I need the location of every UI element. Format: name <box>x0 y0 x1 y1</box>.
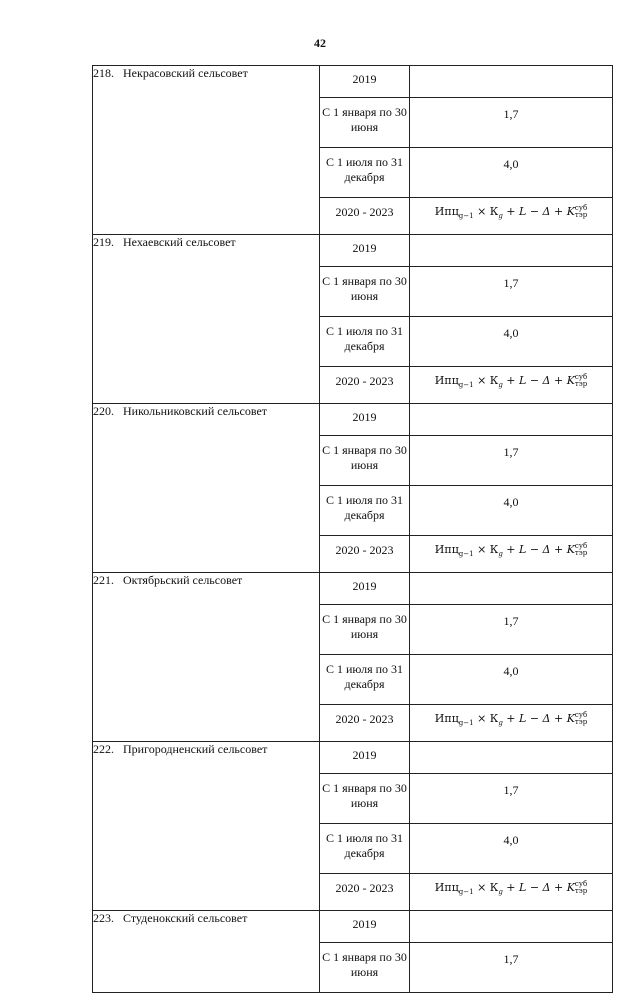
index-value: 4,0 <box>410 655 613 705</box>
year-cell: 2019 <box>320 235 410 267</box>
municipality-name: Студенокский сельсовет <box>123 911 248 925</box>
year-cell: 2019 <box>320 404 410 436</box>
formula: $Ипц_{g-1} \times К_g + L - \Delta + K$ суб тэр <box>434 373 588 390</box>
index-value: 1,7 <box>410 943 613 993</box>
year-cell: 2019 <box>320 66 410 98</box>
index-value: 1,7 <box>410 774 613 824</box>
index-value: 1,7 <box>410 98 613 148</box>
table-row <box>93 911 613 943</box>
index-value: 4,0 <box>410 824 613 874</box>
range-cell: 2020 - 2023 <box>320 874 410 911</box>
municipality-name: Некрасовский сельсовет <box>123 66 248 80</box>
page-number: 42 <box>314 36 326 50</box>
year-cell: 2019 <box>320 742 410 774</box>
index-value: 1,7 <box>410 605 613 655</box>
formula: $Ипц_{g-1} \times К_g + L - \Delta + K$ суб тэр <box>434 880 588 897</box>
municipality-cell <box>93 404 320 573</box>
row-number: 223. <box>93 911 114 925</box>
period-cell: С 1 июля по 31 декабря <box>320 317 410 367</box>
period-cell: С 1 июля по 31 декабря <box>320 148 410 198</box>
period-cell: С 1 января по 30 июня <box>320 98 410 148</box>
formula: $Ипц_{g-1} \times К_g + L - \Delta + K$ суб тэр <box>434 204 588 221</box>
tariff-table <box>92 65 613 993</box>
year-cell: 2019 <box>320 911 410 943</box>
row-number: 218. <box>93 66 114 80</box>
municipality-cell <box>93 911 320 993</box>
table-row <box>93 573 613 605</box>
range-cell: 2020 - 2023 <box>320 367 410 404</box>
table-row <box>93 66 613 98</box>
municipality-name: Пригородненский сельсовет <box>123 742 268 756</box>
index-value: 1,7 <box>410 267 613 317</box>
municipality-cell <box>93 66 320 235</box>
formula-cell <box>410 198 613 235</box>
period-cell: С 1 июля по 31 декабря <box>320 486 410 536</box>
empty-value-cell <box>410 742 613 774</box>
table-row <box>93 742 613 774</box>
empty-value-cell <box>410 911 613 943</box>
empty-value-cell <box>410 235 613 267</box>
municipality-name: Нехаевский сельсовет <box>123 235 236 249</box>
table-row <box>93 404 613 436</box>
formula-cell <box>410 705 613 742</box>
period-cell: С 1 июля по 31 декабря <box>320 824 410 874</box>
range-cell: 2020 - 2023 <box>320 536 410 573</box>
range-cell: 2020 - 2023 <box>320 705 410 742</box>
formula-cell <box>410 536 613 573</box>
period-cell: С 1 января по 30 июня <box>320 267 410 317</box>
period-cell: С 1 января по 30 июня <box>320 943 410 993</box>
period-cell: С 1 января по 30 июня <box>320 605 410 655</box>
row-number: 222. <box>93 742 114 756</box>
row-number: 221. <box>93 573 114 587</box>
formula: $Ипц_{g-1} \times К_g + L - \Delta + K$ суб тэр <box>434 542 588 559</box>
period-cell: С 1 января по 30 июня <box>320 436 410 486</box>
empty-value-cell <box>410 573 613 605</box>
formula: $Ипц_{g-1} \times К_g + L - \Delta + K$ суб тэр <box>434 711 588 728</box>
row-number: 220. <box>93 404 114 418</box>
row-number: 219. <box>93 235 114 249</box>
index-value: 4,0 <box>410 317 613 367</box>
formula-cell <box>410 367 613 404</box>
range-cell: 2020 - 2023 <box>320 198 410 235</box>
municipality-name: Октябрьский сельсовет <box>123 573 243 587</box>
period-cell: С 1 июля по 31 декабря <box>320 655 410 705</box>
municipality-cell <box>93 235 320 404</box>
municipality-cell <box>93 573 320 742</box>
year-cell: 2019 <box>320 573 410 605</box>
municipality-name: Никольниковский сельсовет <box>123 404 268 418</box>
table-body <box>93 66 613 993</box>
index-value: 4,0 <box>410 486 613 536</box>
table-row <box>93 235 613 267</box>
empty-value-cell <box>410 404 613 436</box>
municipality-cell <box>93 742 320 911</box>
period-cell: С 1 января по 30 июня <box>320 774 410 824</box>
index-value: 1,7 <box>410 436 613 486</box>
index-value: 4,0 <box>410 148 613 198</box>
empty-value-cell <box>410 66 613 98</box>
